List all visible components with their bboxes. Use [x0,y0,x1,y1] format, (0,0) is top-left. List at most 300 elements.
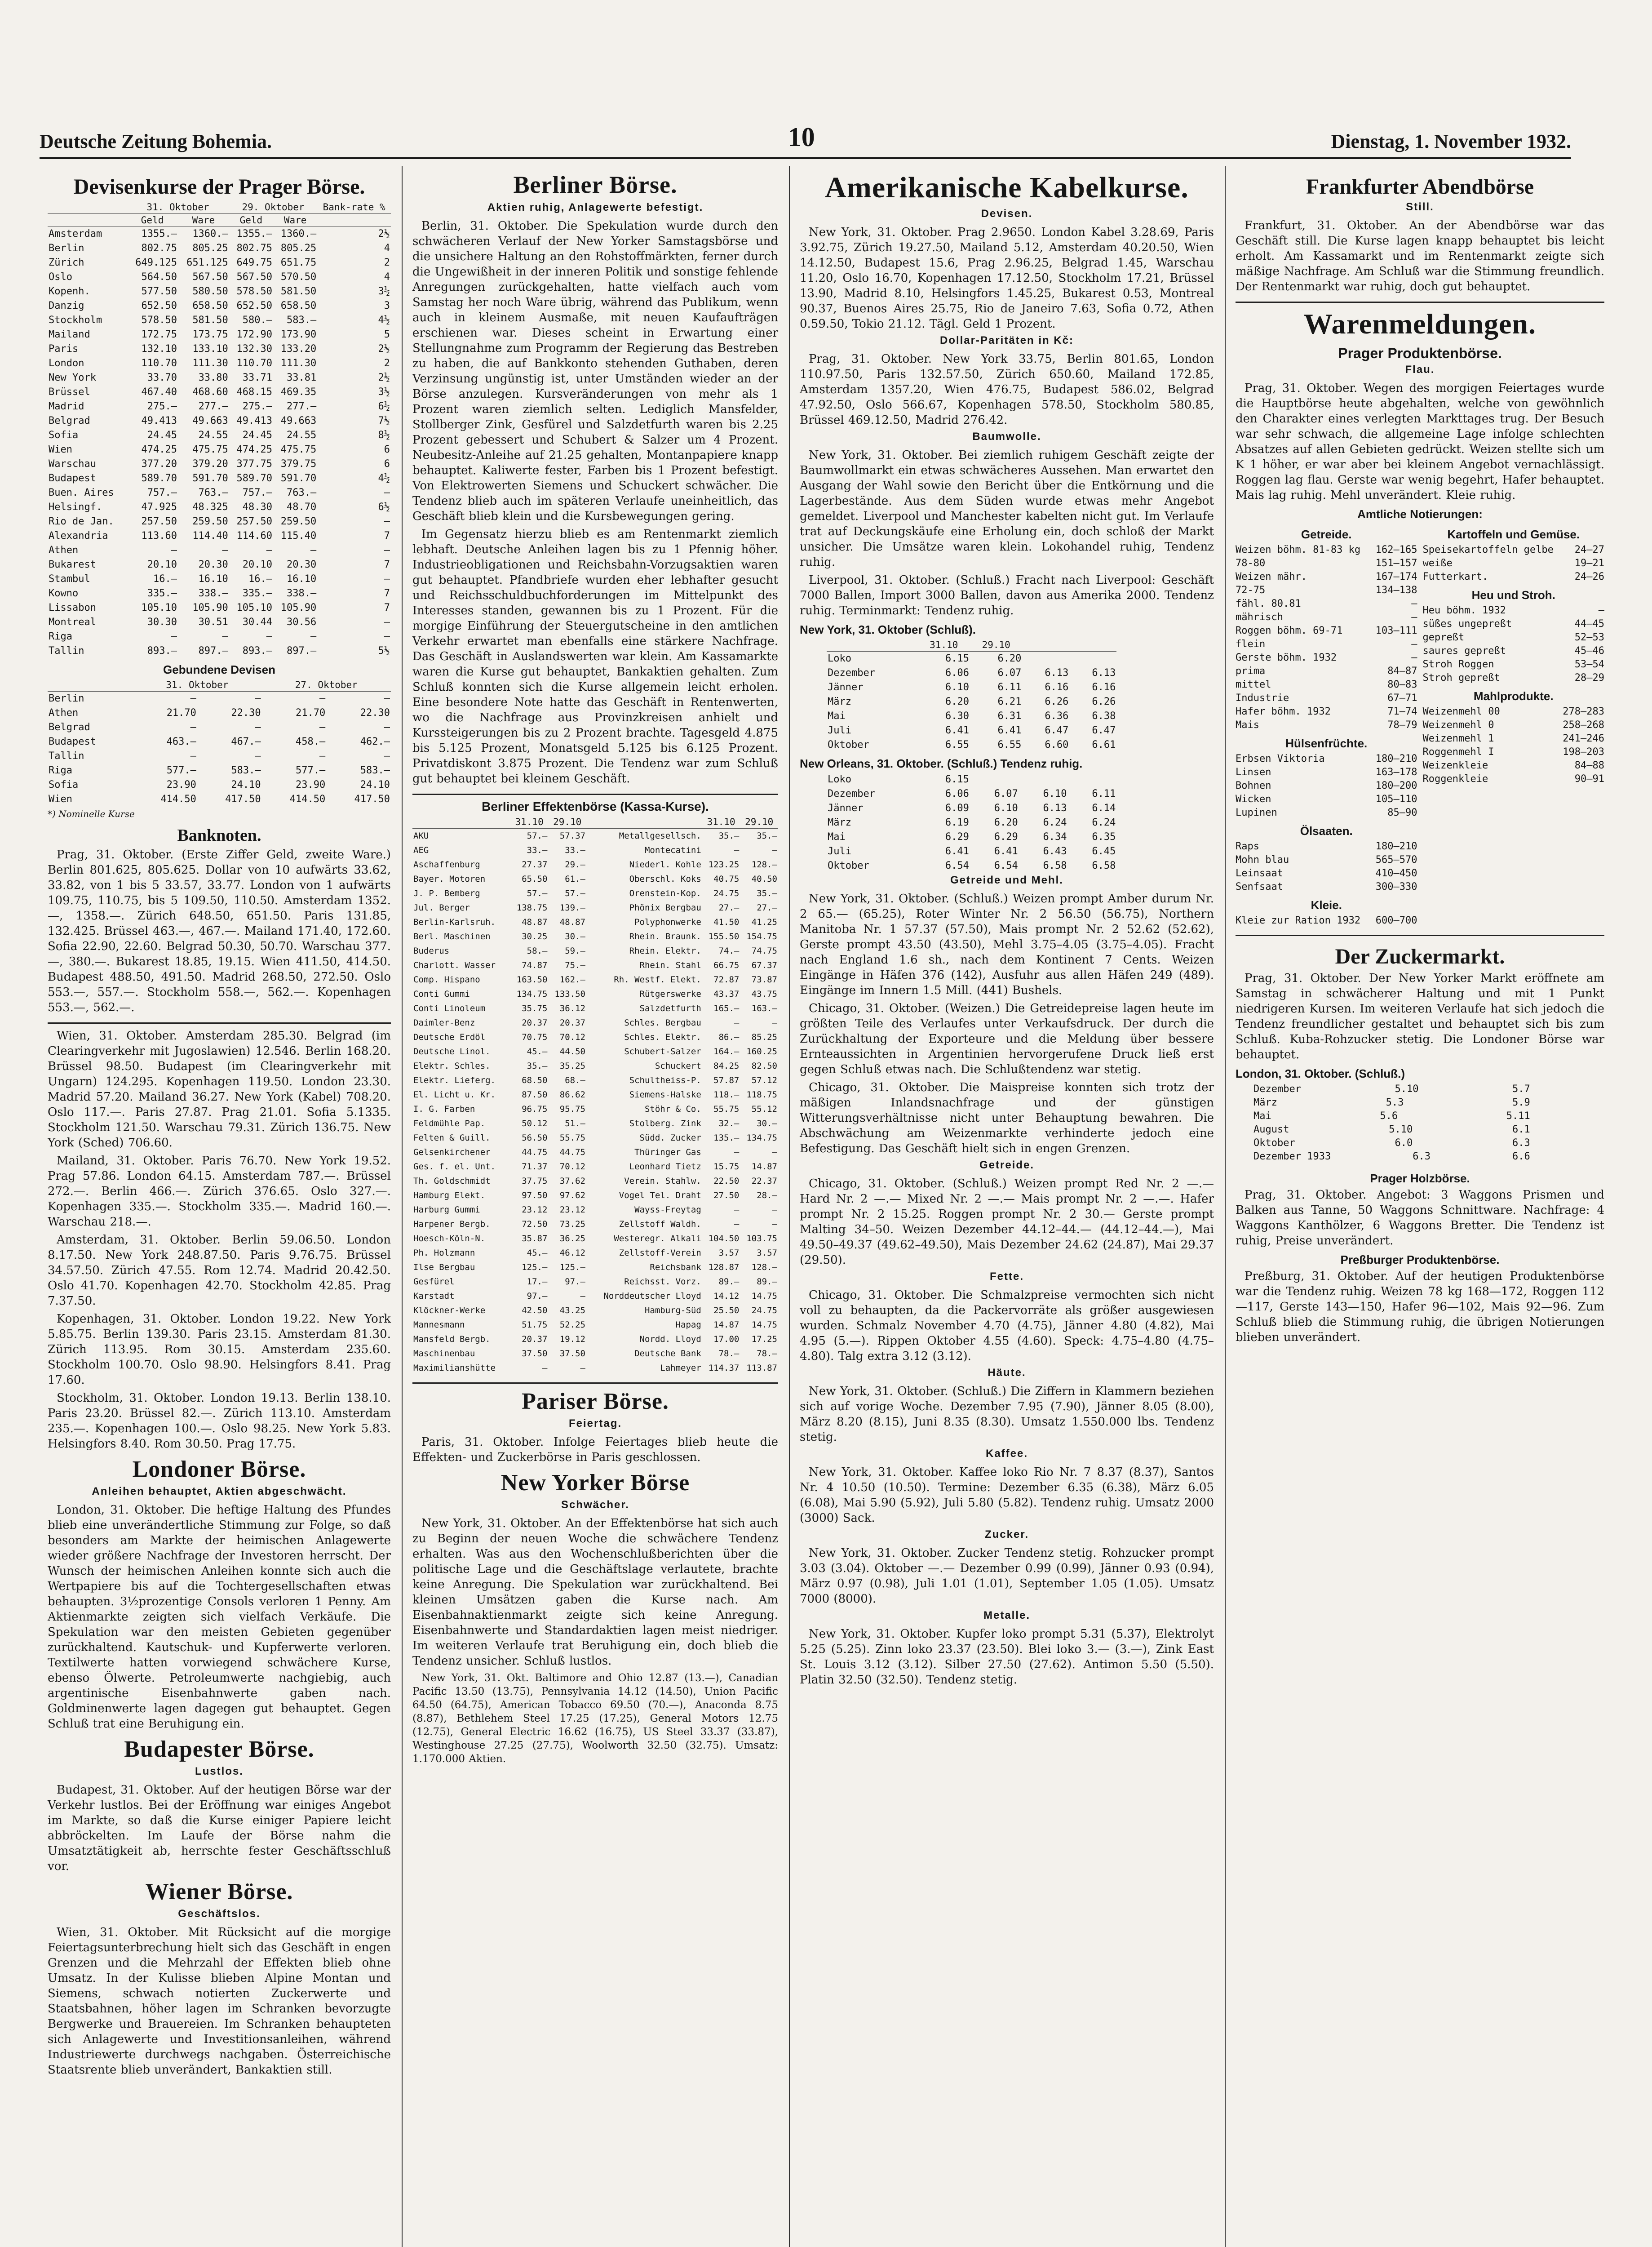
table-cell: 17.— [527,1277,548,1287]
table-cell: 14.87 [713,1320,740,1330]
table-row [827,724,1116,738]
table-row [48,400,391,414]
table-cell: 30.56 [287,617,317,628]
table-cell: 43.75 [751,989,777,999]
table-cell: 55.75 [559,1133,585,1143]
table-cell: — [319,693,326,704]
table-row [48,342,391,356]
row-label: Oktober [828,860,869,871]
table-cell: 467.— [231,736,261,747]
table-cell: 3.57 [718,1248,740,1258]
table-cell: 6.06 [945,667,969,679]
devisen-heading: Devisenkurse der Prager Börse. [73,175,365,199]
item-value: 180—210 [1375,841,1417,852]
table-cell: Südd. Zucker [639,1133,701,1143]
table-cell: 30.51 [198,617,228,628]
getreide-ny-text: New York, 31. Oktober. (Schluß.) Weizen prompt Amber durum Nr. 2 65.— (65.25), Roter Winter Nr. 2 56.50 (56.75), Northern Manitoba Nr. 1 57.37 (57.50), Mais prompt Nr. 2 52.62 (52.62), Gerste prompt 43.50 (43.50), Mehl 3.75–4.05 (3.75–4.05). Fracht nach England 1.6 sh., nach dem Kontinent 7 Cents. Weizen Eingänge in Häfen 376 (142), Ausfuhr aus allen Häfen 249 (489). Eingänge im Innern 1.5 Mill. (441) Bushels. [800,892,1214,997]
table-cell: 475.75 [192,444,228,455]
item-value: 6.3 [1413,1151,1431,1162]
item-label: Dezember 1933 [1253,1151,1331,1162]
table-cell: 577.50 [141,286,177,297]
row-label: Berl. Maschinen [413,932,491,941]
table-cell: Lahmeyer [660,1363,701,1373]
table-cell: 649.125 [135,257,177,268]
table-cell: 30.25 [522,932,548,941]
baumwolle-no-table [827,773,1116,873]
table-cell: 30.44 [242,617,273,628]
notierungen-right [1423,523,1605,928]
table-row [412,1203,778,1217]
row-label: Budapest [49,473,96,484]
devisen-rows [48,227,391,659]
table-cell: 172.75 [141,329,177,340]
table-cell: Deutsche Bank [634,1349,701,1359]
budapester-boerse-subheading: Lustlos. [195,1765,244,1777]
table-cell: 6.11 [997,682,1022,693]
table-cell: 67.37 [751,960,777,970]
table-cell: 21.70 [166,707,196,719]
row-label: Felten & Guill. [413,1133,491,1143]
table-cell: 139.— [559,903,585,913]
table-cell: 6.31 [997,711,1022,722]
table-cell: 24.75 [751,1306,777,1315]
row-label: Daimler-Benz [413,1018,475,1028]
table-cell: 6.10 [945,682,969,693]
table-cell: 36.12 [559,1004,585,1013]
zucker-london-list [1253,1083,1530,1163]
row-label: Buen. Aires [49,487,114,498]
table-header: 29.10 [548,816,586,829]
heu-table-heading: Heu und Stroh. [1471,588,1555,602]
table-row [412,901,778,915]
item-value: 6.3 [1512,1137,1530,1149]
table-cell: Nordd. Lloyd [639,1334,701,1344]
list-item [1236,611,1417,624]
table-cell: 172.90 [236,329,273,340]
table-cell: 6.07 [997,667,1022,679]
table-cell: Oberschl. Koks [629,874,701,884]
table-cell: 6.41 [945,846,969,857]
metalle-subheading: Metalle. [983,1609,1031,1621]
list-item [1423,570,1605,584]
table-cell: 893.— [242,645,273,657]
table-cell: 6.54 [945,860,969,871]
table-cell: Stolberg. Zink [629,1119,701,1128]
table-header: 31. Oktober [127,201,229,214]
table-row [412,1131,778,1145]
item-label: prima [1236,666,1266,677]
table-row [412,1159,778,1174]
row-label: Buderus [413,946,450,956]
column-rule [789,166,790,2247]
table-cell: — [734,1219,740,1229]
kartoffeln-list [1423,543,1605,584]
table-cell: 48.30 [242,502,273,513]
table-cell: 85.25 [751,1032,777,1042]
table-cell: 103.75 [746,1234,777,1243]
table-cell: 23.90 [296,779,326,790]
frankfurter-subheading: Still. [1406,201,1434,213]
table-row [48,443,391,457]
table-cell: 564.50 [141,271,177,283]
table-cell [1022,652,1069,666]
table-cell: Rhein. Stahl [639,960,701,970]
item-label: Raps [1236,841,1259,852]
table-cell: 4 [384,243,390,254]
list-item [1423,759,1605,773]
list-item [1236,651,1417,665]
table-cell: Hamburg-Süd [644,1306,701,1315]
item-label: 78-80 [1236,558,1266,569]
row-label: Mannesmann [413,1320,465,1330]
kopenhagen-devisen-text: Kopenhagen, 31. Oktober. London 19.22. New York 5.85.75. Berlin 139.30. Paris 23.15. Amsterdam 81.30. Zürich 113.95. Rom 30.15. Amsterdam 235.60. Stockholm 100.70. Oslo 98.90. Helsingfors 8.41. Prag 17.60. [48,1312,391,1387]
table-cell: 49.413 [141,415,177,426]
table-cell: 173.75 [192,329,228,340]
item-label: März [1253,1097,1277,1108]
list-item [1236,840,1417,853]
list-item [1423,557,1605,570]
table-cell: 6.15 [945,774,969,785]
budapester-boerse-text: Budapest, 31. Oktober. Auf der heutigen Börse war der Verkehr lustlos. Bei der Eröffnung war einiges Angebot im Markte, so daß die Kurse einiger Papiere leicht abbröckelten. Im Laufe der Börse nahm die Umsatztätigkeit ab, herrschte fester Geschäftsschluß vor. [48,1783,391,1873]
metalle-text: New York, 31. Oktober. Kupfer loko prompt 5.31 (5.37), Elektrolyt 5.25 (5.25). Zinn loko 23.37 (23.50). Blei loko 3.— (3.—), Zink East St. Louis 3.12 (3.12). Silber 27.50 (27.62). Antimon 5.50 (5.50). Platin 32.50 (32.50). Tendenz stetig. [800,1627,1214,1687]
item-label: Speisekartoffeln gelbe [1422,544,1554,555]
londoner-boerse-heading: Londoner Börse. [132,1457,306,1482]
table-row [412,1246,778,1260]
table-cell: 6.36 [1045,711,1069,722]
item-value: 241—246 [1563,733,1604,744]
table-row [412,843,778,857]
table-row [412,857,778,872]
row-label: Loko [828,774,851,785]
table-cell: 589.70 [236,473,273,484]
amsterdam-devisen-text: Amsterdam, 31. Oktober. Berlin 59.06.50. London 8.17.50. New York 248.87.50. Paris 9.76.75. Brüssel 34.57.50. Zürich 47.55. Rom 12.74. Madrid 20.42.50. Oslo 41.70. Kopenhagen 42.70. Stockholm 42.85. Prag 7.37.50. [48,1233,391,1308]
table-cell: 6.21 [997,696,1022,707]
row-label: Paris [49,343,79,355]
table-cell: Phönix Bergbau [629,903,701,913]
table-cell: 6.55 [945,739,969,750]
table-cell: 1355.— [236,228,273,240]
row-label: Berlin [49,693,84,704]
table-cell: 6.34 [1043,831,1067,843]
table-cell: — [319,750,326,762]
table-cell: 16.— [153,573,177,585]
table-cell: 105.10 [236,602,273,613]
table-cell: 72.50 [522,1219,548,1229]
pressburger-text: Preßburg, 31. Oktober. Auf der heutigen Produktenbörse war die Tendenz ruhig. Weizen 78 kg 168—172, Roggen 112—117, Gerste 143—150, Hafer 96—102, Mais 92—96. Zum Schluß blieb die Stimmung ruhig, die übrigen Notierungen blieben unverändert. [1236,1270,1604,1344]
table-cell: 6.60 [1045,739,1069,750]
list-item [1423,773,1605,786]
row-label: Dezember [828,788,875,799]
table-cell: 277.— [287,401,317,412]
table-cell: 41.50 [713,917,740,927]
row-label: Bayer. Motoren [413,874,486,884]
row-label: Comp. Hispano [413,975,480,985]
table-cell: 24.75 [713,888,740,898]
table-cell: 1360.— [280,228,317,240]
row-label: Lissabon [49,602,96,613]
table-cell: Siemens-Halske [629,1090,701,1100]
table-header: 31.10 [510,816,549,829]
huelsen-list [1236,752,1417,820]
row-label: Amsterdam [49,228,102,240]
row-label: Stambul [49,573,90,585]
list-item [1423,543,1605,557]
table-cell: 6.24 [1092,817,1116,828]
table-cell: 154.75 [746,932,777,941]
table-cell: — [255,750,261,762]
table-cell: — [171,631,177,642]
table-cell: 651.125 [186,257,228,268]
kaffee-text: New York, 31. Oktober. Kaffee loko Rio Nr. 7 8.37 (8.37), Santos Nr. 4 10.50 (10.50). Termine: Dezember 6.35 (6.38), März 6.05 (6.08), Mai 5.90 (5.92), Juli 5.80 (5.82). Tendenz ruhig. Umsatz 2000 (3000) Sack. [800,1465,1214,1525]
row-label: Belgrad [49,415,90,426]
item-value: — [1411,652,1417,663]
row-label: Madrid [49,401,84,412]
table-row [412,1188,778,1203]
table-cell: 3½ [378,286,390,297]
table-cell: 4 [384,271,390,283]
table-cell: 14.12 [713,1291,740,1301]
table-cell: 20.10 [242,559,273,570]
list-item [1253,1137,1530,1150]
table-cell: 259.50 [192,516,228,527]
column-2 [404,166,786,2247]
table-cell: 6.58 [1043,860,1067,871]
table-cell: 28.— [757,1190,777,1200]
kleie-table-heading: Kleie. [1311,898,1342,912]
list-item [1236,570,1417,584]
row-label: Danzig [49,300,84,311]
list-item [1423,705,1605,719]
table-cell: Zellstoff-Verein [619,1248,701,1258]
table-cell: 474.25 [236,444,273,455]
table-cell: 757.— [242,487,273,498]
table-cell: 35.— [757,831,777,841]
table-cell: 805.25 [192,243,228,254]
table-cell: 43.25 [559,1306,585,1315]
item-label: 72-75 [1236,585,1266,596]
zuckermarkt-text: Prag, 31. Oktober. Der New Yorker Markt eröffnete am Samstag in schwächerer Haltung und mit 1 Punkt niedrigeren Kursen. Im weiteren Verlaufe hat sich jedoch die Tendenz freundlicher gestaltet und behauptet sich bis zum Schluß. Kuba-Rohzucker stetig. Die Londoner Börse war behauptet. [1236,972,1604,1061]
baumwolle-liverpool-text: Liverpool, 31. Oktober. (Schluß.) Fracht nach Liverpool: Geschäft 7000 Ballen, Import 3000 Ballen, davon aus Amerika 2000. Tendenz ruhig. Terminmarkt: Tendenz ruhig. [800,573,1214,617]
item-label: Stroh gepreßt [1422,672,1500,684]
row-label: Aschaffenburg [413,860,480,870]
baumwolle-text: New York, 31. Oktober. Bei ziemlich ruhigem Geschäft zeigte der Baumwollmarkt ein etwas schwächeres Aussehen. Man erwartet den Ausgang der Wahl sowie den Bericht über die Entkörnung und die Lagerbestände. Aus dem Süden wurde etwas mehr Angebot gemeldet. Liverpool und Manchester kabelten nicht gut. Im Verlaufe trat auf Deckungskäufe eine Erholung ein, doch schloß der Markt unsicher. Die Umsätze waren klein. Lokohandel ruhig, Tendenz ruhig. [800,449,1214,569]
table-cell: 72.87 [713,975,740,985]
table-cell: Hapag [675,1320,701,1330]
table-cell: 19.12 [559,1334,585,1344]
table-cell: Schubert-Salzer [624,1047,701,1057]
row-label: Conti Linoleum [413,1004,486,1013]
item-value: 80—83 [1387,679,1417,690]
table-cell: Schultheiss-P. [629,1075,701,1085]
item-label: Futterkart. [1422,571,1488,582]
table-cell: 893.— [147,645,177,657]
table-cell: 96.75 [522,1104,548,1114]
row-label: Budapest [49,736,96,747]
item-label: Stroh Roggen [1422,659,1494,670]
newspaper-name: Deutsche Zeitung Bohemia. [40,130,272,152]
table-cell: 6.16 [1045,682,1069,693]
table-cell: 658.50 [280,300,317,311]
table-cell: 35.25 [559,1061,585,1071]
table-cell: 2½ [378,372,390,383]
table-row [48,706,391,720]
table-cell: 70.75 [522,1032,548,1042]
getreide-table-heading: Getreide. [1301,528,1352,541]
table-cell: 24.45 [147,430,177,441]
table-cell: — [734,845,740,855]
row-label: Zürich [49,257,84,268]
table-cell: 78.— [718,1349,740,1359]
table-cell: — [255,693,261,704]
table-cell: 763.— [198,487,228,498]
item-label: Mai [1253,1110,1271,1122]
table-cell: — [384,545,390,556]
table-cell: 805.25 [280,243,317,254]
table-cell: 6.41 [997,725,1022,736]
table-row [48,586,391,601]
table-row [412,1030,778,1044]
table-cell: 1360.— [192,228,228,240]
table-header [1022,639,1069,652]
table-cell: 111.30 [280,358,317,369]
table-cell: 36.25 [559,1234,585,1243]
list-item [1236,692,1417,705]
column-1 [40,166,399,2247]
table-cell: 20.10 [147,559,177,570]
table-cell: 6.07 [994,788,1018,799]
table-row [412,973,778,987]
item-value: 52—53 [1574,632,1604,643]
list-item [1236,584,1417,597]
row-label: Ges. f. el. Unt. [413,1162,496,1172]
zucker-london-label: London, 31. Oktober. (Schluß.) [1236,1067,1405,1080]
table-cell: 6.61 [1092,739,1116,750]
table-cell: Montecatini [644,845,701,855]
banknoten-text: Prag, 31. Oktober. (Erste Ziffer Geld, zweite Ware.) Berlin 801.625, 805.625. Dollar von 10 aufwärts 33.62, 33.82, von 1 bis 5 33.57, 33.77. London von 1 aufwärts 109.75, 110.75, bis 5 109.50, 110.50. Amsterdam 1352.—, 1358.—. Zürich 648.50, 651.50. Paris 131.85, 132.425. Brüssel 463.—, 467.—. Mailand 171.40, 172.60. Sofia 22.90, 22.60. Belgrad 50.30, 50.70. Warschau 377.—, 380.—. Bukarest 18.85, 19.15. Wien 411.50, 414.50. Budapest 488.50, 491.50. Madrid 268.50, 272.50. Oslo 553.—, 557.—. Stockholm 558.—, 562.—. Kopenhagen 553.—, 562.—. [48,848,391,1014]
item-value: 71—74 [1387,706,1417,717]
new-yorker-boerse-heading: New Yorker Börse [500,1470,690,1496]
table-cell: 42.50 [522,1306,548,1315]
row-label: Karstadt [413,1291,455,1301]
item-value: 19—21 [1574,558,1604,569]
table-cell: 44.50 [559,1047,585,1057]
table-row [412,829,778,844]
dollar-paritaeten-subheading: Dollar-Paritäten in Kč: [939,334,1074,346]
table-cell: 27.— [757,903,777,913]
table-cell: 138.75 [516,903,548,913]
table-cell: 2½ [378,228,390,240]
table-cell: 469.35 [280,386,317,398]
table-cell: 8½ [378,430,390,441]
table-cell: 89.— [718,1277,740,1287]
table-cell: — [190,750,196,762]
table-cell: 57.— [527,831,548,841]
table-row [48,749,391,764]
table-cell: 2 [384,257,390,268]
table-header [412,816,510,829]
row-label: Oktober [828,739,869,750]
table-cell: 134.75 [516,989,548,999]
list-item [1253,1123,1530,1137]
item-label: Weizenkleie [1422,760,1488,771]
row-label: Alexandria [49,530,108,542]
table-cell: 897.— [287,645,317,657]
table-cell: 118.— [713,1090,740,1100]
row-label: Loko [828,653,851,664]
table-cell: 35.87 [522,1234,548,1243]
pariser-boerse-heading: Pariser Börse. [522,1389,669,1414]
pariser-boerse-subheading: Feiertag. [568,1417,622,1430]
row-label: New York [49,372,96,383]
table-cell: — [384,750,390,762]
table-cell: 277.— [198,401,228,412]
table-cell: 580.— [242,315,273,326]
table-cell: 6.45 [1092,846,1116,857]
banknoten-heading: Banknoten. [177,826,261,845]
table-cell: 20.30 [287,559,317,570]
table-cell: 335.— [242,588,273,599]
table-cell: — [384,617,390,628]
list-item [1423,732,1605,746]
table-cell: 22.37 [751,1176,777,1186]
table-cell: 581.50 [192,315,228,326]
table-row [412,1044,778,1059]
list-item [1236,779,1417,793]
baumwolle-no-rows [827,773,1116,873]
row-label: Juli [828,846,851,857]
item-value: 180—210 [1375,753,1417,764]
effektenboerse-heading: Berliner Effektenbörse (Kassa-Kurse). [482,799,709,813]
item-label: Industrie [1236,693,1289,704]
table-cell: 414.50 [289,794,326,805]
table-header [317,214,391,227]
table-cell: 591.70 [192,473,228,484]
row-label: Wien [49,444,72,455]
table-cell: 20.37 [522,1018,548,1028]
produktenboerse-heading: Prager Produktenbörse. [1338,345,1502,361]
item-label: süßes ungepreßt [1422,618,1512,630]
row-label: Maschinenbau [413,1349,475,1359]
item-value: 24—26 [1574,571,1604,582]
table-cell: 4½ [378,315,390,326]
holzboerse-heading: Prager Holzbörse. [1370,1172,1470,1185]
table-cell: 377.20 [141,458,177,470]
table-row [48,284,391,299]
section-rule [48,1022,391,1024]
table-cell: 33.80 [198,372,228,383]
table-cell: 6.19 [945,817,969,828]
list-item [1236,719,1417,732]
row-label: Conti Gummi [413,989,470,999]
kartoffeln-table-heading: Kartoffeln und Gemüse. [1447,528,1580,541]
table-cell: 33.81 [287,372,317,383]
item-label: Gerste böhm. 1932 [1236,652,1337,663]
effekten-rows [412,829,778,1376]
berliner-boerse-heading: Berliner Börse. [513,171,678,198]
table-cell: 6.20 [997,653,1022,664]
table-row [412,987,778,1001]
row-label: Warschau [49,458,96,470]
table-cell: 6.54 [994,860,1018,871]
row-label: Feldmühle Pap. [413,1119,486,1128]
gebundene-table [48,679,391,807]
table-cell: 2 [384,358,390,369]
table-cell: 114.60 [236,530,273,542]
table-row [48,692,391,706]
table-cell: 24.10 [360,779,390,790]
table-header [48,679,133,692]
row-label: Kowno [49,588,79,599]
